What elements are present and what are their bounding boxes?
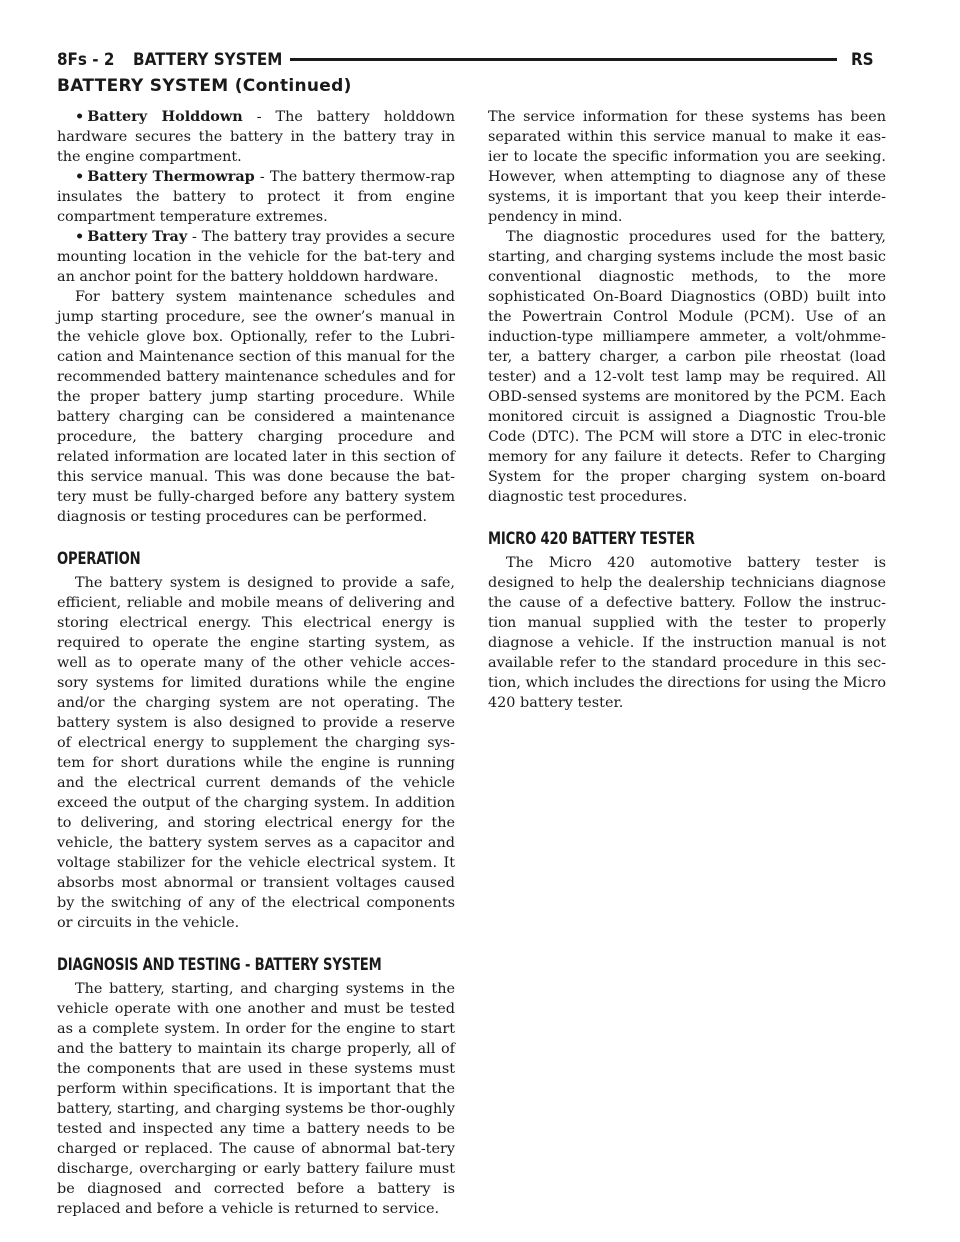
bullet-dot-icon: • (75, 168, 85, 185)
tester-paragraph: The Micro 420 automotive battery tester is designed to help the dealership technicians diagnose the cause of a defective battery. Follow the instruc-tion manual supplied with the tester to properly diagnose a vehicle. If the instruction manual is not available refer to the standard procedure in this sec-tion, which includes the directions for using the Micro 420 battery tester. (488, 555, 886, 711)
bullet-text: - The battery holddown hardware secures the battery in the battery tray in the engine compartment. (57, 109, 455, 165)
maintenance-paragraph: For battery system maintenance schedules and jump starting procedure, see the owner’s manual in the vehicle glove box. Optionally, refer to the Lubri-cation and Maintenance section of this manual for the recommended battery maintenance schedules and for the proper battery jump starting procedure. While battery charging can be considered a maintenance procedure, the battery charging procedure and related information are located later in this section of this service manual. This was done because the bat-tery must be fully-charged before any battery system diagnosis or testing procedures can be performed. (57, 289, 455, 525)
page-header (57, 44, 874, 74)
bullet-dot-icon: • (75, 108, 85, 125)
page-number: 8Fs - 2 (57, 49, 115, 69)
bullet-text: - The battery tray provides a secure mounting location in the vehicle for the bat-tery and an anchor point for the battery holddown hardware. (57, 229, 455, 285)
bullet-term: Battery Holddown (87, 108, 243, 125)
bullet-term: Battery Tray (87, 228, 188, 245)
bullet-text: - The battery thermow-rap insulates the battery to protect it from engine compartment temperature extremes. (57, 169, 455, 225)
bullet-battery-holddown (57, 107, 455, 167)
left-column (57, 107, 455, 1219)
diagnosis-heading: DIAGNOSIS AND TESTING - BATTERY SYSTEM (57, 955, 382, 975)
operation-heading: OPERATION (57, 549, 141, 569)
bullet-battery-thermowrap (57, 167, 455, 227)
bullet-battery-tray (57, 227, 455, 287)
header-model-code: RS (851, 49, 874, 69)
bullet-dot-icon: • (75, 228, 85, 245)
tester-heading: MICRO 420 BATTERY TESTER (488, 529, 695, 549)
operation-paragraph: The battery system is designed to provide a safe, efficient, reliable and mobile means of delivering and storing electrical energy. This electrical energy is required to operate the engine starting system, as well as to operate many of the other vehicle acces-sory systems for limited durations while the engine and/or the charging system are not operating. The battery system is also designed to provide a reserve of electrical energy to supplement the charging sys-tem for short durations while the engine is running and the electrical current demands of the vehicle exceed the output of the charging system. In addition to delivering, and storing electrical energy for the vehicle, the battery system serves as a capacitor and voltage stabilizer for the vehicle electrical system. It absorbs most abnormal or transient voltages caused by the switching of any of the electrical components or circuits in the vehicle. (57, 575, 455, 931)
continued-title: BATTERY SYSTEM (Continued) (57, 76, 352, 96)
header-section-title: BATTERY SYSTEM (133, 49, 283, 69)
right-column (488, 107, 886, 713)
service-paragraph: The service information for these systems has been separated within this service manual to make it eas-ier to locate the specific information you are seeking. However, when attempting to diagnose any of these systems, it is important that you keep their interde-pendency in mind. (488, 109, 886, 225)
bullet-term: Battery Thermowrap (87, 168, 255, 185)
diagnosis-paragraph: The battery, starting, and charging systems in the vehicle operate with one another and must be tested as a complete system. In order for the engine to start and the battery to maintain its charge properly, all of the components that are used in these systems must perform within specifications. It is important that the battery, starting, and charging systems be thor-oughly tested and inspected any time a battery needs to be charged or replaced. The cause of abnormal bat-tery discharge, overcharging or early battery failure must be diagnosed and corrected before a battery is replaced and before a vehicle is returned to service. (57, 981, 455, 1217)
header-rule (290, 58, 838, 61)
procedures-paragraph: The diagnostic procedures used for the battery, starting, and charging systems include the most basic conventional diagnostic methods, to the more sophisticated On-Board Diagnostics (OBD) built into the Powertrain Control Module (PCM). Use of an induction-type milliampere ammeter, a volt/ohmme-ter, a battery charger, a carbon pile rheostat (load tester) and a 12-volt test lamp may be required. All OBD-sensed systems are monitored by the PCM. Each monitored circuit is assigned a Diagnostic Trou-ble Code (DTC). The PCM will store a DTC in elec-tronic memory for any failure it detects. Refer to Charging System for the proper charging system on-board diagnostic test procedures. (488, 229, 886, 505)
